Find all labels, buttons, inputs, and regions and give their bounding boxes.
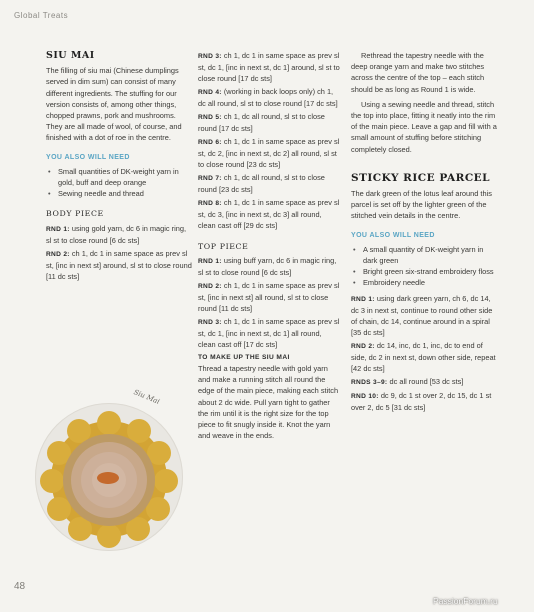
sticky-rice-need-heading: YOU ALSO WILL NEED	[351, 231, 435, 239]
make-up-paragraph: Rethread the tapestry needle with the deep orange yarn and make two stitches across the centre of the top – each stitch should be as long as Round 1 is wide.	[351, 51, 485, 94]
siu-mai-need-heading: YOU ALSO WILL NEED	[46, 153, 130, 161]
round-text: using gold yarn, dc 6 in magic ring, sl st to close round [6 dc sts]	[46, 223, 187, 245]
sticky-rice-need-list	[351, 244, 499, 289]
running-header: Global Treats	[14, 11, 69, 20]
pattern-round	[198, 197, 340, 232]
round-text: ch 1, dc all round, sl st to close round [17 dc sts]	[198, 112, 325, 134]
pattern-round	[198, 316, 340, 351]
need-item: • Bright green six-strand embroidery floss	[359, 266, 499, 277]
pattern-round	[198, 172, 340, 195]
pattern-round	[46, 223, 193, 246]
siu-mai-need-list	[46, 166, 193, 200]
round-text: ch 1, dc 1 in same space as prev sl st, [inc in next st] around, sl st to close round [11 dc sts]	[46, 248, 192, 281]
round-label: RND 8:	[198, 199, 222, 207]
round-text: dc 9, dc 1 st over 2, dc 15, dc 1 st over 2, dc 5 [31 dc sts]	[351, 390, 492, 412]
round-text: using dark green yarn, ch 6, dc 14, dc 3 in next st, continue to round other side of chain, dc 14, continue around in a spiral [35 dc sts]	[351, 293, 493, 338]
round-label: RND 1:	[198, 257, 222, 265]
pattern-round	[351, 390, 499, 413]
photo-caption: Siu Mai	[132, 388, 161, 406]
round-label: RND 1:	[351, 295, 375, 303]
round-text: ch 1, dc all round, sl st to close round [23 dc sts]	[198, 173, 325, 195]
need-item: • Small quantities of DK-weight yarn in gold, buff and deep orange	[54, 166, 193, 188]
need-item: • A small quantity of DK-weight yarn in dark green	[359, 244, 499, 266]
body-piece-heading: BODY PIECE	[46, 209, 104, 219]
round-text: ch 1, dc 1 in same space as prev sl st, dc 3, [inc in next st, dc 3] all round, clean cast off [29 dc sts]	[198, 197, 340, 231]
sticky-rice-intro: The dark green of the lotus leaf around this parcel is set off by the lighter green of the stitched vein details in the centre.	[351, 189, 492, 221]
need-item: • Sewing needle and thread	[54, 188, 193, 199]
sticky-rice-title: STICKY RICE PARCEL	[351, 171, 491, 184]
round-text: (working in back loops only) ch 1, dc all round, sl st to close round [17 dc sts]	[198, 87, 338, 109]
round-text: ch 1, dc 1 in same space as prev sl st, dc 2, [inc in next st, dc 2] all round, sl st to close round [23 dc sts]	[198, 136, 340, 170]
pattern-round	[198, 50, 340, 85]
round-label: RND 1:	[46, 225, 70, 233]
round-text: ch 1, dc 1 in same space as prev sl st, dc 1, [inc in next st, dc 1] all round, clean cast off [17 dc sts]	[198, 316, 340, 350]
round-text: dc 14, inc, dc 1, inc, dc to end of side, dc 2 in next st, down other side, repeat [42 dc sts]	[351, 340, 496, 374]
make-up-heading: TO MAKE UP THE SIU MAI	[198, 353, 290, 361]
siu-mai-photo	[35, 403, 183, 551]
pattern-round	[198, 86, 340, 109]
need-item: • Embroidery needle	[359, 277, 499, 288]
pattern-round	[198, 280, 340, 315]
pattern-round	[198, 255, 340, 278]
round-label: RND 7:	[198, 175, 222, 183]
make-up-paragraph: Using a sewing needle and thread, stitch the top into place, fitting it neatly into the rim of the main piece. Leave a gap and fill with a small amount of stuffing before stitching completely closed.	[351, 99, 497, 154]
top-piece-heading: TOP PIECE	[198, 241, 249, 251]
round-label: RNDS 3–9:	[351, 379, 388, 387]
round-text: using buff yarn, dc 6 in magic ring, sl st to close round [6 dc sts]	[198, 255, 337, 277]
column-left	[46, 50, 193, 284]
siu-mai-title: SIU MAI	[46, 50, 95, 61]
round-text: dc all round [53 dc sts]	[389, 377, 464, 387]
orange-roe-dot	[97, 472, 119, 484]
pattern-round	[351, 340, 499, 375]
round-label: RND 3:	[198, 318, 222, 326]
round-label: RND 3:	[198, 53, 222, 60]
round-text: ch 1, dc 1 in same space as prev sl st, [inc in next st] all round, sl st to close round [11 dc sts]	[198, 280, 340, 314]
pattern-round	[351, 293, 499, 339]
pattern-round	[198, 111, 340, 134]
round-label: RND 10:	[351, 392, 379, 400]
round-label: RND 6:	[198, 138, 222, 146]
siu-mai-illustration	[35, 403, 183, 551]
pattern-round	[351, 376, 499, 388]
round-label: RND 2:	[46, 250, 70, 258]
round-label: RND 2:	[198, 282, 222, 290]
round-text: ch 1, dc 1 in same space as prev sl st, dc 1, [inc in next st, dc 1] around, sl st to close round [17 dc sts]	[198, 51, 340, 84]
round-label: RND 5:	[198, 114, 222, 122]
site-watermark: PassionForum.ru	[433, 596, 498, 606]
round-label: RND 4:	[198, 89, 222, 97]
make-up-paragraph: Thread a tapestry needle with gold yarn and make a running stitch all round the edge of the main piece, making each stitch about 2 dc wide. Pull yarn tight to gather the rim until it is the right size for the top piece to fit snugly inside it. Knot the yarn and weave in the ends.	[198, 364, 339, 441]
round-label: RND 2:	[351, 342, 375, 350]
column-right	[351, 50, 499, 415]
pattern-round	[46, 248, 193, 283]
page-number: 48	[14, 581, 26, 592]
siu-mai-intro: The filling of siu mai (Chinese dumplings served in dim sum) can consist of many different ingredients. The stuffing for our version consists of, among other things, chopped prawns, pork and mushrooms. They are all made of wool, of course, and finished with a dot of roe in the centre.	[46, 66, 182, 143]
column-middle	[198, 50, 340, 446]
pattern-round	[198, 136, 340, 171]
